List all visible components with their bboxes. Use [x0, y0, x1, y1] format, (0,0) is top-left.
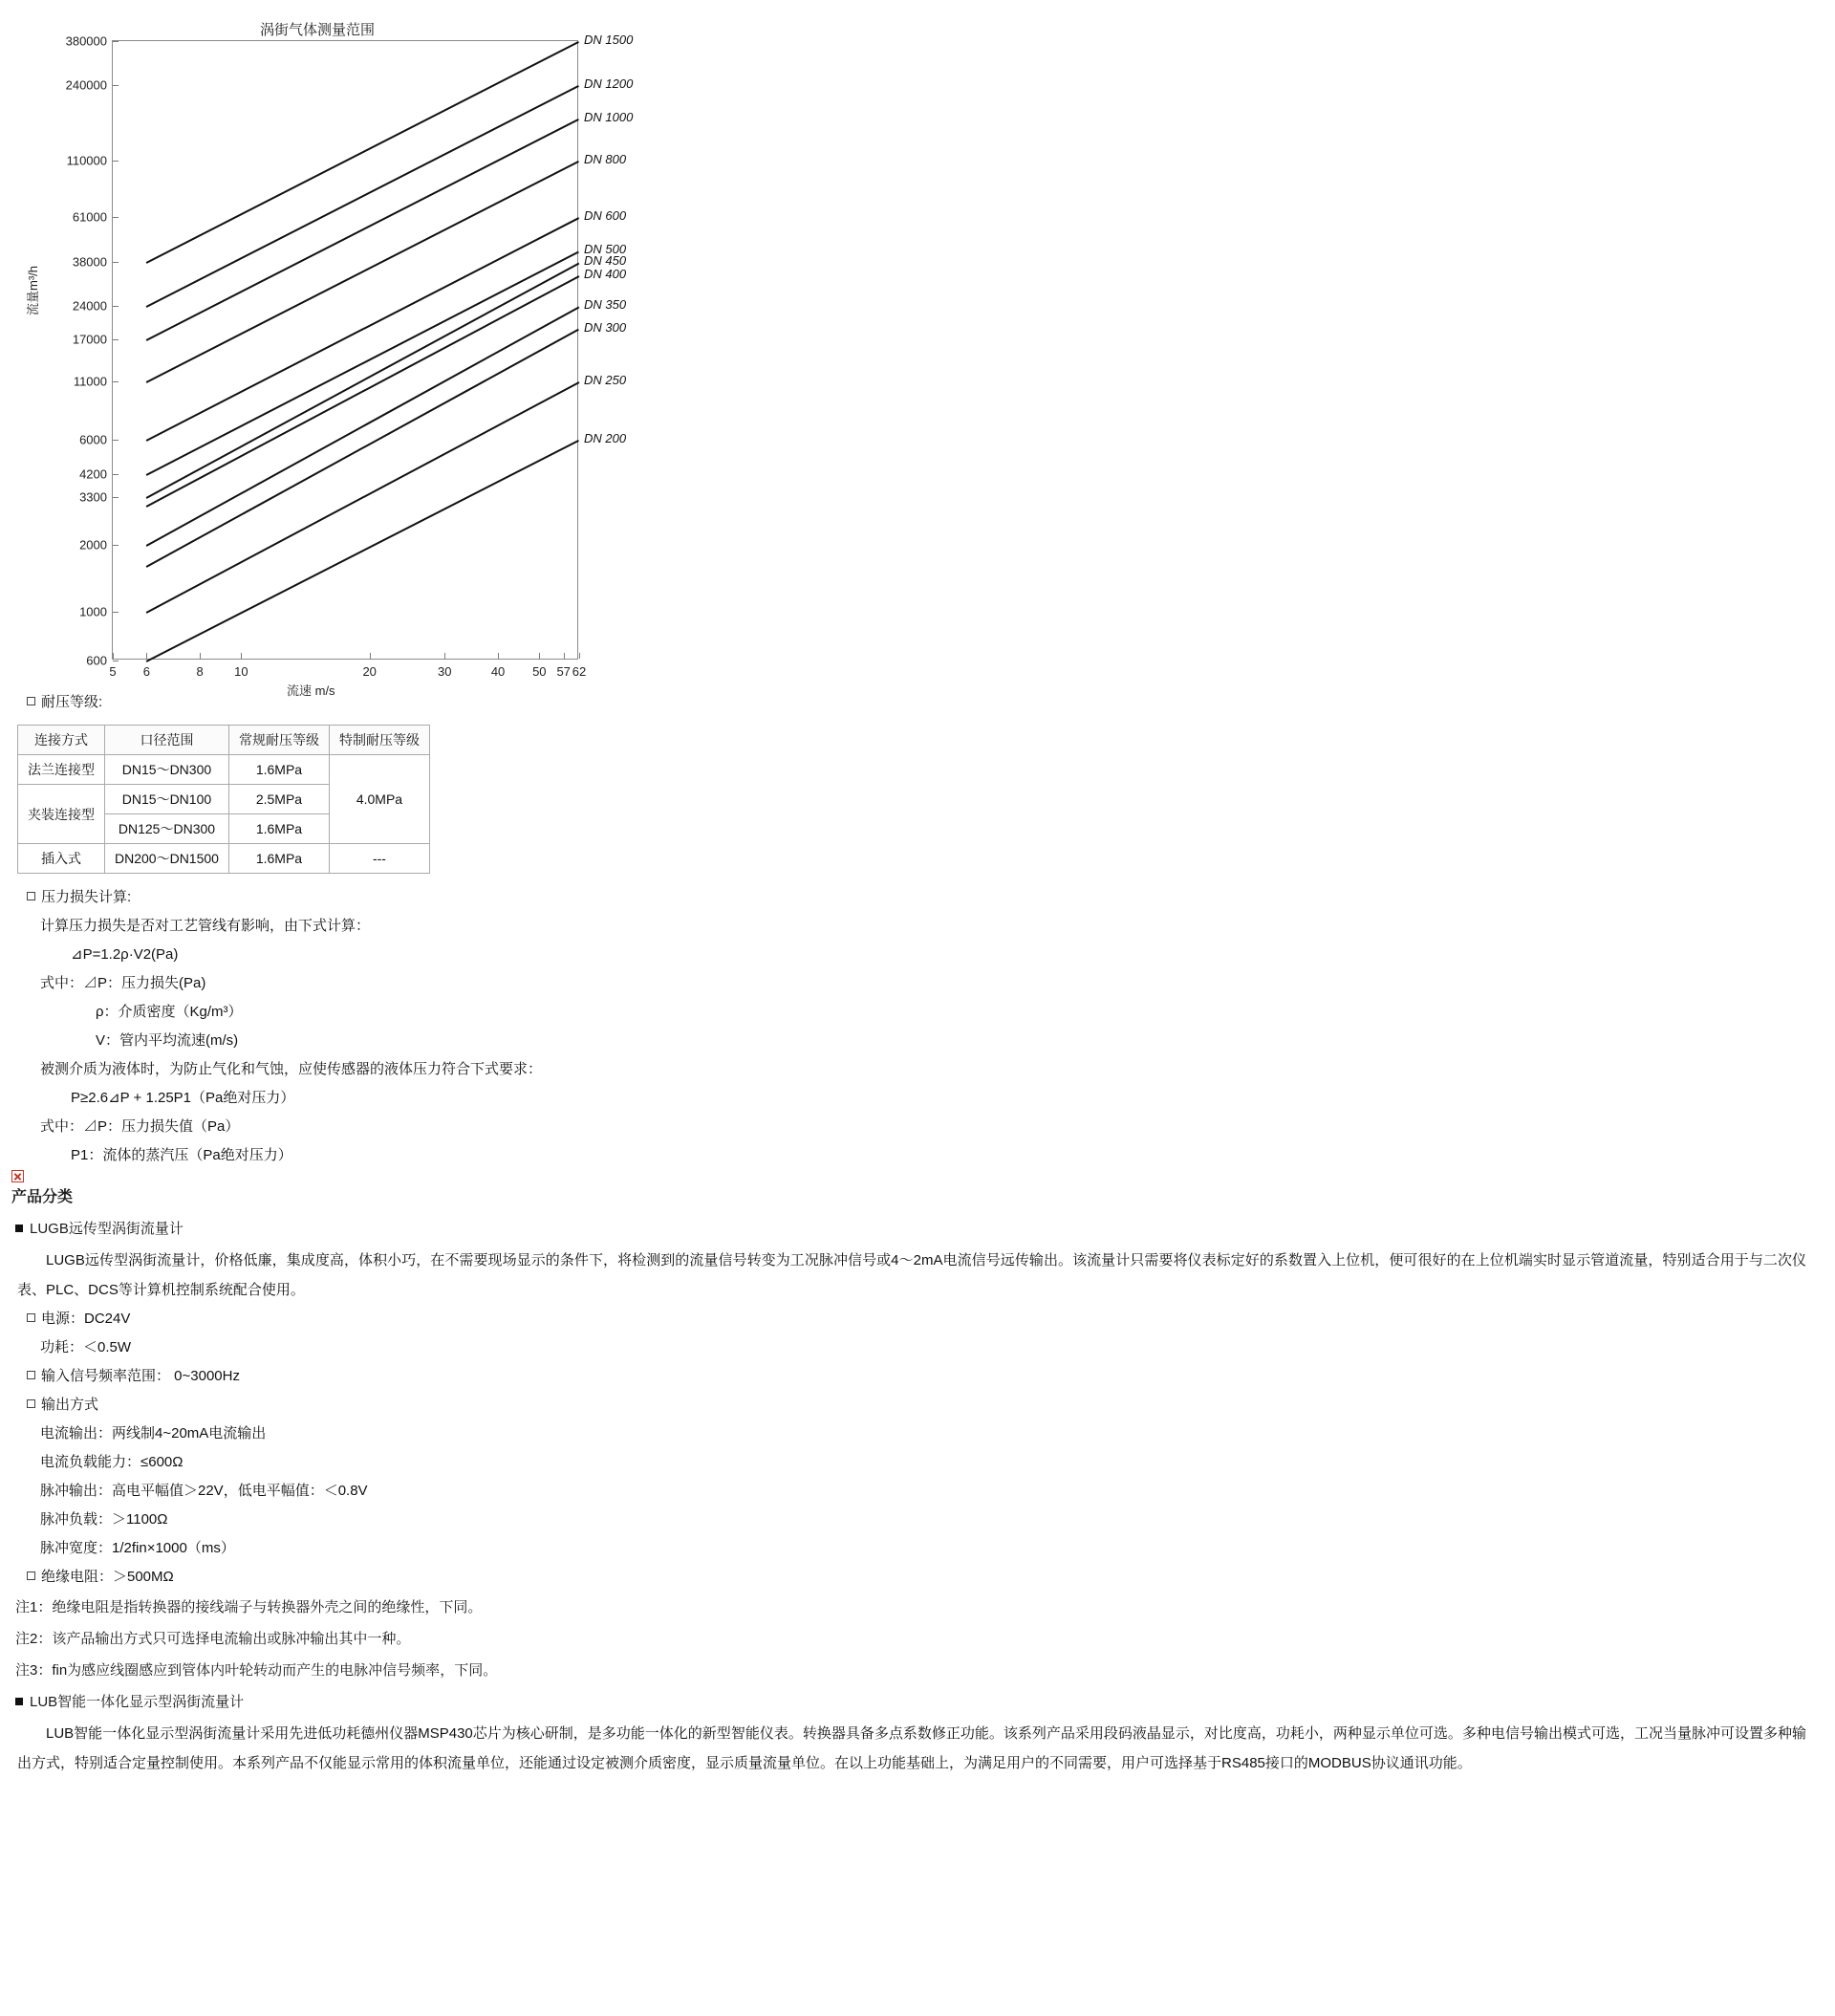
- chart-x-tick-mark: [498, 653, 499, 659]
- spec-item: 脉冲宽度：1/2fin×1000（ms）: [40, 1540, 235, 1556]
- chart-x-tick: 62: [572, 664, 587, 679]
- product-description: LUB智能一体化显示型涡街流量计采用先进低功耗德州仪器MSP430芯片为核心研制，是多功能一体化的新型智能仪表。转换器具备多点系数修正功能。该系列产品采用段码液晶显示，对比度高，功耗小，两种显示单位可选。多种电信号输出模式可选，工况当量脉冲可设置多种输出方式，特别适合定量控制使用。本系列产品不仅能显示常用的体积流量单位，还能通过设定被测介质密度，显示质量流量单位。在以上功能基础上，为满足用户的不同需要，用户可选择基于RS485接口的MODBUS协议通讯功能。: [17, 1725, 1806, 1771]
- chart-y-tick-mark: [113, 497, 119, 498]
- chart-series-label: DN 800: [584, 151, 627, 166]
- cell-connection: 法兰连接型: [18, 755, 105, 785]
- chart-y-tick: 2000: [79, 537, 107, 553]
- chart-y-tick-mark: [113, 612, 119, 613]
- chart-y-axis-label: 流量m³/h: [26, 265, 40, 315]
- pressure-loss-where2: 式中：⊿P：压力损失值（Pa）: [40, 1118, 240, 1135]
- chart-x-tick: 5: [109, 664, 117, 679]
- flow-range-chart: [10, 0, 679, 698]
- chart-y-tick-mark: [113, 381, 119, 382]
- chart-x-tick: 57: [556, 664, 571, 679]
- chart-y-tick: 3300: [79, 489, 107, 505]
- chart-y-tick: 17000: [72, 332, 107, 347]
- pressure-loss-heading: 压力损失计算:: [27, 883, 1835, 912]
- table-row: [18, 755, 430, 785]
- product-note: 注3：fin为感应线圈感应到管体内叶轮转动而产生的电脉冲信号频率，下同。: [15, 1662, 498, 1679]
- chart-series-label: DN 200: [584, 430, 627, 445]
- product-classification-title: 产品分类: [11, 1189, 74, 1205]
- cell-connection: 夹装连接型: [18, 785, 105, 844]
- chart-plot-area: [65, 33, 587, 679]
- chart-x-tick-mark: [444, 653, 445, 659]
- pressure-loss-line2: 被测介质为液体时，为防止气化和气蚀，应使传感器的液体压力符合下式要求：: [40, 1061, 543, 1077]
- col-normal: 常规耐压等级: [228, 726, 329, 755]
- chart-series-label: DN 1000: [584, 109, 634, 124]
- chart-y-tick-mark: [113, 41, 119, 42]
- chart-series-label: DN 300: [584, 319, 627, 335]
- chart-y-tick-mark: [113, 161, 119, 162]
- chart-y-tick: 38000: [72, 254, 107, 270]
- chart-x-tick: 50: [532, 664, 547, 679]
- table-row: [18, 844, 430, 874]
- spec-item: 脉冲输出：高电平幅值＞22V，低电平幅值：＜0.8V: [40, 1483, 368, 1499]
- square-bullet-icon: [27, 892, 35, 900]
- chart-series-label: DN 600: [584, 207, 627, 223]
- square-bullet-icon: [27, 1313, 35, 1322]
- chart-y-tick-mark: [113, 306, 119, 307]
- chart-y-tick: 600: [86, 653, 107, 668]
- pressure-loss-where1c: V：管内平均流速(m/s): [96, 1032, 239, 1049]
- chart-x-tick-mark: [579, 653, 580, 659]
- chart-series-line: [146, 381, 579, 613]
- col-special: 特制耐压等级: [329, 726, 429, 755]
- product-item-lugb: [0, 1213, 1835, 1686]
- chart-x-tick: 10: [234, 664, 248, 679]
- chart-x-tick-mark: [539, 653, 540, 659]
- chart-series-label: DN 500: [584, 241, 627, 256]
- chart-series-line: [146, 85, 579, 308]
- chart-y-tick: 380000: [65, 33, 107, 49]
- filled-square-bullet-icon: [15, 1225, 23, 1232]
- chart-x-tick: 40: [490, 664, 506, 679]
- pressure-loss-where1: 式中：⊿P：压力损失(Pa): [40, 975, 206, 991]
- chart-y-tick: 240000: [65, 77, 107, 93]
- cell-special: ---: [329, 844, 429, 874]
- chart-series-line: [146, 440, 579, 662]
- chart-series-line: [146, 307, 579, 547]
- pressure-loss-section: [0, 883, 1835, 1170]
- chart-y-tick-mark: [113, 262, 119, 263]
- chart-y-tick: 4200: [79, 466, 107, 482]
- product-name: LUGB远传型涡街流量计: [15, 1213, 1835, 1246]
- chart-x-tick-mark: [113, 653, 114, 659]
- pressure-loss-line1: 计算压力损失是否对工艺管线有影响，由下式计算：: [40, 918, 371, 934]
- spec-item: 绝缘电阻：＞500MΩ: [27, 1563, 1835, 1592]
- filled-square-bullet-icon: [15, 1698, 23, 1705]
- chart-x-tick-mark: [241, 653, 242, 659]
- chart-title: 涡街气体测量范围: [260, 22, 376, 38]
- chart-y-tick: 110000: [66, 153, 107, 168]
- chart-x-tick-mark: [370, 653, 371, 659]
- chart-y-tick: 6000: [79, 432, 107, 447]
- chart-y-tick: 11000: [73, 374, 107, 389]
- cell-normal: 2.5MPa: [228, 785, 329, 814]
- cell-range: DN15～DN100: [105, 785, 229, 814]
- chart-y-tick: 24000: [72, 298, 107, 314]
- chart-y-tick: 61000: [72, 209, 107, 225]
- chart-x-tick: 8: [196, 664, 204, 679]
- pressure-loss-formula1: ⊿P=1.2ρ·V2(Pa): [71, 946, 179, 963]
- pressure-rating-section: [0, 688, 1835, 874]
- square-bullet-icon: [27, 1572, 35, 1580]
- spec-item: 电源：DC24V: [27, 1305, 1835, 1333]
- pressure-loss-where1b: ρ：介质密度（Kg/m³）: [96, 1004, 243, 1020]
- chart-x-tick-mark: [200, 653, 201, 659]
- chart-series-label: DN 250: [584, 372, 627, 387]
- chart-y-tick-mark: [113, 474, 119, 475]
- broken-image-icon: [11, 1170, 24, 1182]
- cell-range: DN15～DN300: [105, 755, 229, 785]
- cell-normal: 1.6MPa: [228, 844, 329, 874]
- spec-item: 功耗：＜0.5W: [40, 1339, 132, 1355]
- chart-series-label: DN 400: [584, 267, 627, 282]
- chart-x-tick-mark: [146, 653, 147, 659]
- spec-item: 输出方式: [27, 1391, 1835, 1420]
- product-description: LUGB远传型涡街流量计，价格低廉，集成度高，体积小巧，在不需要现场显示的条件下，将检测到的流量信号转变为工况脉冲信号或4～2mA电流信号远传输出。该流量计只需要将仪表标定好的系数置入上位机，便可很好的在上位机端实时显示管道流量，特别适合用于与二次仪表、PLC、DCS等计算机控制系统配合使用。: [17, 1252, 1806, 1298]
- table-header-row: [18, 726, 430, 755]
- pressure-rating-table: [17, 725, 430, 874]
- chart-y-tick: 1000: [79, 604, 107, 619]
- chart-x-tick: 6: [142, 664, 150, 679]
- chart-series-label: DN 450: [584, 253, 627, 269]
- cell-range: DN125～DN300: [105, 814, 229, 844]
- col-connection: 连接方式: [18, 726, 105, 755]
- chart-x-tick-mark: [564, 653, 565, 659]
- pressure-loss-formula2: P≥2.6⊿P + 1.25P1（Pa绝对压力）: [71, 1090, 295, 1106]
- spec-item: 脉冲负载：＞1100Ω: [40, 1511, 168, 1528]
- chart-y-tick-mark: [113, 545, 119, 546]
- chart-y-tick-mark: [113, 85, 119, 86]
- cell-normal: 1.6MPa: [228, 755, 329, 785]
- square-bullet-icon: [27, 1399, 35, 1408]
- chart-series-label: DN 1200: [584, 76, 634, 92]
- chart-y-tick-mark: [113, 217, 119, 218]
- col-range: 口径范围: [105, 726, 229, 755]
- cell-normal: 1.6MPa: [228, 814, 329, 844]
- chart-series-label: DN 1500: [584, 33, 634, 47]
- product-note: 注2：该产品输出方式只可选择电流输出或脉冲输出其中一种。: [15, 1631, 411, 1647]
- chart-series-line: [146, 262, 579, 498]
- chart-series-line: [146, 329, 579, 568]
- cell-connection: 插入式: [18, 844, 105, 874]
- chart-y-tick-mark: [113, 339, 119, 340]
- product-note: 注1：绝缘电阻是指转换器的接线端子与转换器外壳之间的绝缘性，下同。: [15, 1599, 483, 1615]
- chart-series-label: DN 350: [584, 297, 627, 313]
- pressure-loss-where2b: P1：流体的蒸汽压（Pa绝对压力）: [71, 1147, 292, 1163]
- pressure-rating-heading: 耐压等级:: [27, 688, 1835, 717]
- spec-item: 电流负载能力：≤600Ω: [40, 1454, 184, 1470]
- chart-x-tick: 30: [438, 664, 452, 679]
- spec-item: 输入信号频率范围： 0~3000Hz: [27, 1362, 1835, 1391]
- product-name: LUB智能一体化显示型涡街流量计: [15, 1686, 1835, 1719]
- chart-y-tick-mark: [113, 440, 119, 441]
- cell-special: 4.0MPa: [329, 755, 429, 844]
- product-item-lub: [0, 1686, 1835, 1778]
- spec-item: 电流输出：两线制4~20mA电流输出: [40, 1425, 267, 1442]
- chart-x-axis-label: 流速 m/s: [287, 683, 335, 698]
- chart-x-tick: 20: [362, 664, 377, 679]
- cell-range: DN200～DN1500: [105, 844, 229, 874]
- chart-series-line: [146, 217, 579, 441]
- square-bullet-icon: [27, 1371, 35, 1379]
- square-bullet-icon: [27, 697, 35, 705]
